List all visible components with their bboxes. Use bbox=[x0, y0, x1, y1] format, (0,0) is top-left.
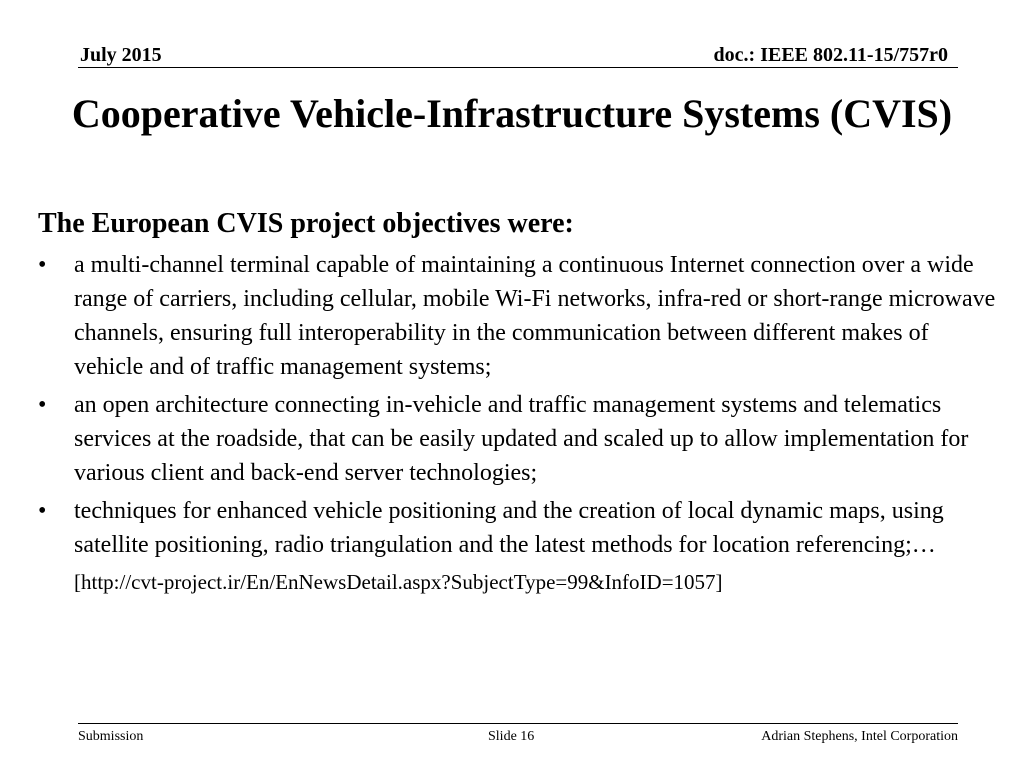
bullet-marker: • bbox=[38, 252, 47, 278]
reference-link[interactable]: [http://cvt-project.ir/En/EnNewsDetail.aspx?SubjectType=99&InfoID=1057] bbox=[74, 570, 723, 594]
slide-title: Cooperative Vehicle-Infrastructure Systems (CVIS) bbox=[71, 91, 953, 136]
bullet-marker: • bbox=[38, 392, 47, 418]
bullet-item bbox=[38, 494, 998, 562]
bullet-list bbox=[38, 248, 998, 562]
slide-lead: The European CVIS project objectives were: bbox=[38, 208, 574, 239]
footer-author: Adrian Stephens, Intel Corporation bbox=[761, 729, 958, 744]
bullet-item bbox=[38, 248, 998, 384]
footer-slide-number: Slide 16 bbox=[488, 729, 535, 744]
header-divider bbox=[78, 67, 958, 68]
bullet-text: a multi-channel terminal capable of maintaining a continuous Internet connection over a wide range of carriers, including cellular, mobile Wi-Fi networks, infra-red or short-range microwave channels, ensuring full interoperability in the communication between different makes of vehicle and of traffic management systems; bbox=[74, 252, 996, 380]
header-date: July 2015 bbox=[80, 44, 162, 66]
footer-submission: Submission bbox=[78, 729, 144, 744]
bullet-item bbox=[38, 388, 998, 490]
bullet-marker: • bbox=[38, 498, 47, 524]
header-doc-id: doc.: IEEE 802.11-15/757r0 bbox=[713, 44, 948, 66]
footer-divider bbox=[78, 723, 958, 724]
bullet-text: an open architecture connecting in-vehicle and traffic management systems and telematics services at the roadside, that can be easily updated and scaled up to allow implementation for various client and back-end server technologies; bbox=[74, 392, 969, 486]
slide-body bbox=[38, 204, 998, 598]
bullet-text: techniques for enhanced vehicle positioning and the creation of local dynamic maps, using satellite positioning, radio triangulation and the latest methods for location referencing;… bbox=[74, 498, 944, 558]
